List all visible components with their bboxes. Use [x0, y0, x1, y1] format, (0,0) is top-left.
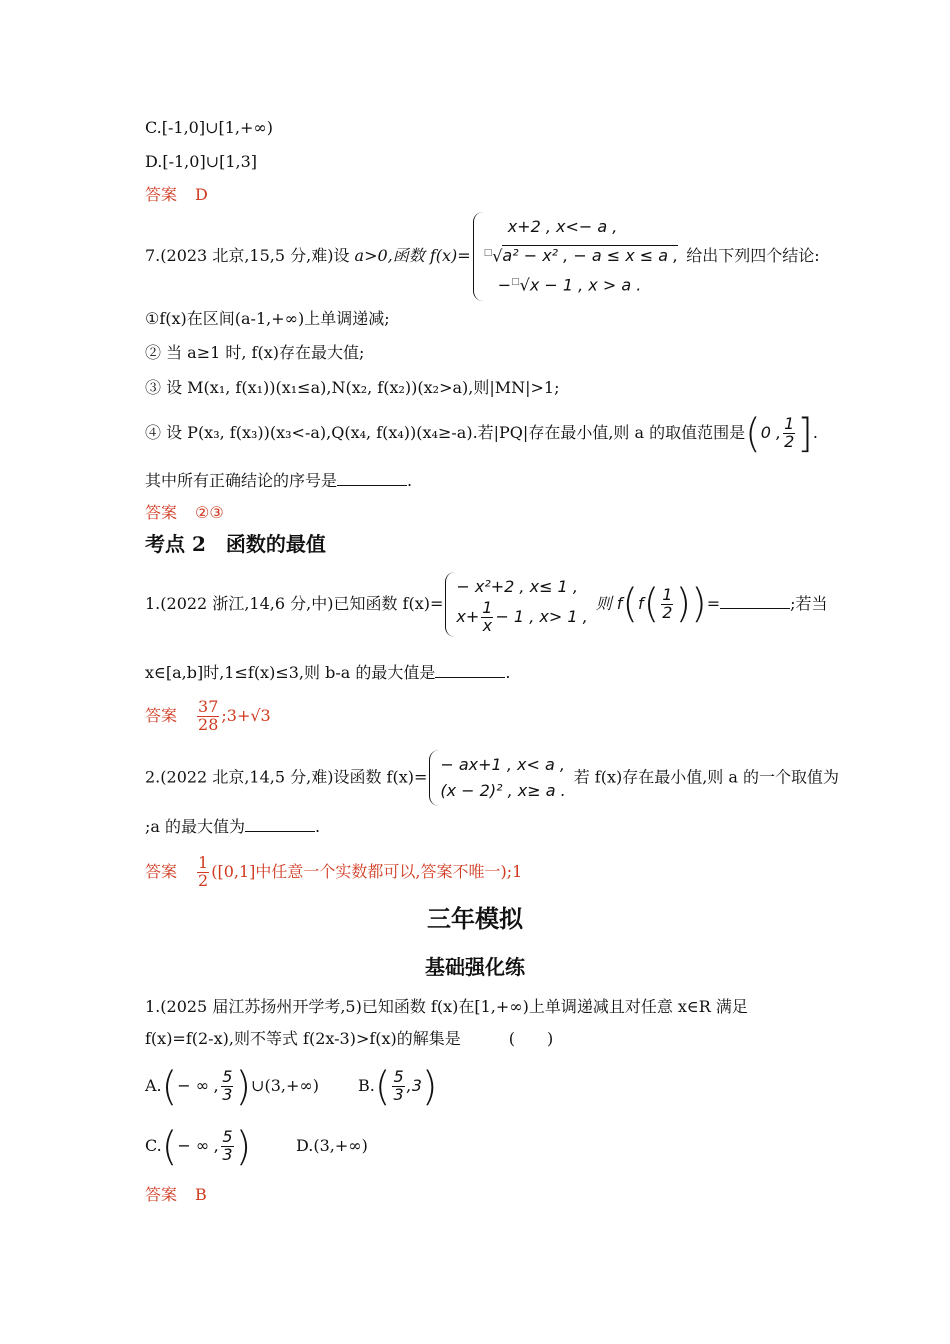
k1-answer — [145, 696, 271, 736]
q7-piece-2: □√a² − x² , − a ≤ x ≤ a , — [483, 246, 679, 266]
m1-option-c[interactable]: C.(− ∞ , $\frac{5}{3}$ ) — [145, 1123, 252, 1170]
answer-paren[interactable]: ( ) — [508, 1029, 554, 1048]
m1-option-b[interactable]: B.( $\frac{5}{3}$ ,3) — [358, 1063, 438, 1110]
answer-blank[interactable] — [435, 663, 505, 678]
q7-interval-left: 0 , — [760, 423, 782, 442]
q7-piece-3: −□√x − 1 , x > a . — [497, 275, 642, 295]
option-d: D.[-1,0]∪[1,3] — [145, 152, 258, 171]
m1-option-a[interactable]: A.(− ∞ , $\frac{5}{3}$ )∪(3,+∞) — [145, 1063, 319, 1110]
k2-answer — [145, 852, 522, 892]
left-paren-icon: ( — [161, 1063, 178, 1110]
left-paren-icon: ( — [622, 581, 639, 628]
k1-piece-1: − x²+2 , x≤ 1 , — [456, 577, 578, 596]
answer-blank[interactable] — [337, 471, 407, 486]
right-paren-icon: ) — [235, 1123, 252, 1170]
k2-piece-1: − ax+1 , x< a , — [440, 755, 565, 774]
q7-interval-fraction: $\frac{1}{2}$ — [784, 414, 795, 451]
k2-line2: ;a 的最大值为 . — [145, 817, 321, 836]
k2-piecewise — [429, 750, 571, 806]
m1-line1: 1.(2025 届江苏扬州开学考,5)已知函数 f(x)在[1,+∞)上单调递减且对任意 x∈R 满足 — [145, 997, 748, 1016]
answer-label: 答案 — [145, 1185, 178, 1204]
q7-question: 其中所有正确结论的序号是 . — [145, 471, 413, 490]
right-bracket-icon: ] — [797, 410, 813, 457]
section-heading-kaodian2: 考点 2 函数的最值 — [145, 532, 326, 556]
section-title: 三年模拟 — [427, 904, 523, 933]
right-paren-icon: )) — [675, 581, 707, 628]
q7-statement-3: ③ 设 M(x₁, f(x₁))(x₁≤a),N(x₂, f(x₂))(x₂>a),则|MN|>1; — [145, 378, 560, 397]
q7-statement-4: ④ 设 P(x₃, f(x₃))(x₃<-a),Q(x₄, f(x₄))(x₄≥-a).若|PQ|存在最小值,则 a 的取值范围是(0 , $\frac{1}{2}$ ]. — [145, 410, 818, 457]
q7-statement-1: ①f(x)在区间(a-1,+∞)上单调递减; — [145, 309, 390, 328]
option-c: C.[-1,0]∪[1,+∞) — [145, 118, 273, 137]
q7-answer — [145, 501, 224, 525]
q7-prefix: 7.(2023 北京,15,5 分,难)设 — [145, 245, 355, 265]
k1-stem: 1.(2022 浙江,14,6 分,中)已知函数 f(x)= − x²+2 , x≤ 1 , x+ $\frac{1}{x}$ − 1 , x> 1 , 则 f(f( $\frac{1}{2}$ ))= ;若当 — [145, 572, 828, 637]
answer-value: D — [195, 185, 208, 204]
k1-inner-fraction: $\frac{1}{2}$ — [662, 585, 673, 622]
k1-piece-2: x+ $\frac{1}{x}$ − 1 , x> 1 , — [456, 598, 588, 635]
right-paren-icon: ) — [235, 1063, 252, 1110]
answer-blank[interactable] — [720, 594, 790, 609]
answer-blank[interactable] — [245, 817, 315, 832]
answer-label: 答案 — [145, 706, 178, 725]
q7-piece-1: x+2 , x<− a , — [507, 217, 618, 236]
q7-radical-icon: □ — [483, 248, 493, 258]
q7-statement-2: ② 当 a≥1 时, f(x)存在最大值; — [145, 343, 365, 362]
answer-value: ②③ — [195, 503, 224, 522]
section-subtitle: 基础强化练 — [425, 955, 525, 979]
k2-piece-2: (x − 2)² , x≥ a . — [440, 781, 566, 800]
q7-stem — [145, 212, 820, 301]
k1-line2: x∈[a,b]时,1≤f(x)≤3,则 b-a 的最大值是 . — [145, 663, 511, 682]
answer-label: 答案 — [145, 503, 178, 522]
k1-piecewise — [445, 572, 593, 637]
left-paren-icon: ( — [161, 1123, 178, 1170]
left-paren-icon: ( — [374, 1063, 391, 1110]
m1-option-d[interactable]: D.(3,+∞) — [296, 1136, 368, 1155]
answer-value: ;3+√3 — [221, 706, 271, 725]
left-paren-icon: ( — [745, 410, 761, 457]
answer-top — [145, 183, 208, 207]
answer-value: B — [195, 1185, 207, 1204]
q7-piecewise — [473, 212, 685, 301]
q7-suffix: 给出下列四个结论: — [686, 245, 820, 265]
k2-answer-fraction: $\frac{1}{2}$ — [198, 853, 209, 890]
q7-acond: a>0,函数 — [354, 245, 430, 265]
answer-label: 答案 — [145, 185, 178, 204]
left-paren-icon: ( — [643, 581, 660, 628]
answer-label: 答案 — [145, 862, 178, 881]
k2-stem: 2.(2022 北京,14,5 分,难)设函数 f(x)= − ax+1 , x< a , (x − 2)² , x≥ a . 若 f(x)存在最小值,则 a 的一个取值为 — [145, 750, 839, 806]
k1-then: 则 f — [595, 593, 623, 613]
m1-answer — [145, 1183, 207, 1207]
right-paren-icon: ) — [421, 1063, 438, 1110]
q7-fx: f(x)= — [429, 245, 471, 265]
m1-line2: f(x)=f(2-x),则不等式 f(2x-3)>f(x)的解集是 ( ) — [145, 1027, 553, 1051]
answer-value: ([0,1]中任意一个实数都可以,答案不唯一);1 — [211, 862, 523, 881]
k1-answer-fraction: $\frac{37}{28}$ — [198, 697, 219, 734]
